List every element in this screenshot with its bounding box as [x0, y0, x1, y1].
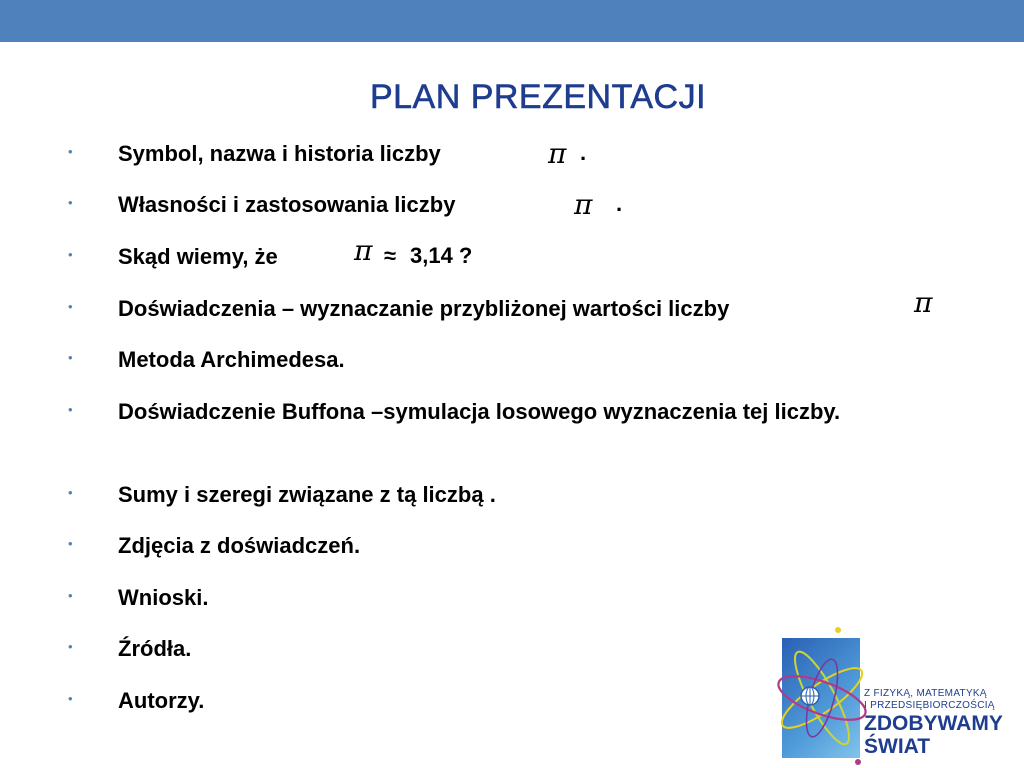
bullet-dot: •: [68, 536, 73, 551]
pi-symbol: π: [548, 137, 567, 170]
item-text: Metoda Archimedesa.: [118, 347, 345, 372]
logo-tagline-line2: I PRZEDSIĘBIORCZOŚCIĄ: [864, 700, 995, 711]
bullet-dot: •: [68, 639, 73, 654]
bullet-dot: •: [68, 247, 73, 262]
logo-tagline-line1: Z FIZYKĄ, MATEMATYKĄ: [864, 688, 987, 699]
item-text: Doświadczenia – wyznaczanie przybliżonej wartości liczby: [118, 296, 730, 321]
project-logo: [772, 624, 1024, 768]
bullet-dot: •: [68, 691, 73, 706]
item-suffix: .: [616, 191, 623, 216]
pi-symbol: π: [354, 234, 373, 267]
bullet-dot: •: [68, 402, 73, 417]
pi-symbol: π: [574, 188, 593, 221]
item-text: Zdjęcia z doświadczeń.: [118, 533, 361, 558]
bullet-dot: •: [68, 195, 73, 210]
slide-title: PLAN PREZENTACJI: [369, 78, 707, 116]
bullet-dot: •: [68, 144, 73, 159]
approx-symbol: ≈: [384, 243, 397, 268]
pi-symbol: π: [914, 286, 933, 319]
item-text: Źródła.: [118, 636, 192, 661]
item-text: Skąd wiemy, że: [118, 244, 278, 269]
item-text: Własności i zastosowania liczby: [118, 192, 456, 217]
item-suffix: .: [580, 140, 587, 165]
item-text: Symbol, nazwa i historia liczby: [118, 141, 441, 166]
item-text: Wnioski.: [118, 585, 209, 610]
bullet-dot: •: [68, 485, 73, 500]
item-suffix: 3,14 ?: [410, 243, 473, 268]
top-accent-bar: [0, 0, 1024, 42]
bullet-dot: •: [68, 350, 73, 365]
logo-title-line1: ZDOBYWAMY: [864, 712, 1003, 735]
bullet-dot: •: [68, 588, 73, 603]
bullet-dot: •: [68, 299, 73, 314]
item-text: Doświadczenie Buffona –symulacja losowego wyznaczenia tej liczby.: [118, 399, 841, 424]
item-text: Autorzy.: [118, 688, 205, 713]
item-text: Sumy i szeregi związane z tą liczbą .: [118, 482, 496, 507]
logo-title-line2: ŚWIAT: [864, 735, 931, 758]
